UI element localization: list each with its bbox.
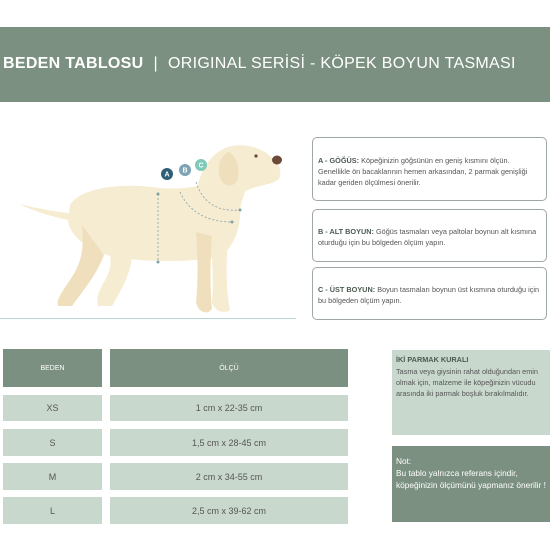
header-banner — [0, 27, 550, 102]
page-title — [3, 55, 516, 73]
note-title: Not: — [396, 456, 412, 466]
label-c: C — [198, 162, 204, 170]
table-cell-size: L — [3, 497, 102, 524]
table-cell-measure: 2,5 cm x 39-62 cm — [110, 497, 348, 524]
table-cell-size: M — [3, 463, 102, 490]
measure-label: C - ÜST BOYUN: — [318, 285, 376, 294]
measure-box-upper-neck — [312, 267, 547, 320]
two-finger-rule-box — [392, 350, 550, 435]
floor-line — [0, 318, 296, 319]
table-header-size: BEDEN — [3, 349, 102, 387]
measure-box-lower-neck — [312, 209, 547, 262]
rule-title: İKİ PARMAK KURALI — [396, 355, 469, 364]
label-circles — [161, 159, 207, 180]
dog-nose — [272, 156, 282, 165]
measure-box-chest — [312, 137, 547, 201]
measure-label: B - ALT BOYUN: — [318, 227, 374, 236]
table-cell-measure: 1,5 cm x 28-45 cm — [110, 429, 348, 456]
title-separator: | — [153, 55, 158, 72]
measure-label: A - GÖĞÜS: — [318, 156, 360, 165]
note-box — [392, 446, 550, 522]
label-a: A — [164, 171, 170, 179]
note-text: Bu tablo yalnızca referans içindir, köpeğinizin ölçümünü yapmanız önerilir ! — [396, 468, 546, 490]
table-cell-size: XS — [3, 395, 102, 421]
measure-text: Boyun tasmaları boynun üst kısmına oturduğu için bu bölgeden ölçüm yapın. — [318, 285, 540, 305]
table-header-measure: ÖLÇÜ — [110, 349, 348, 387]
title-bold: BEDEN TABLOSU — [3, 55, 144, 72]
table-cell-measure: 2 cm x 34-55 cm — [110, 463, 348, 490]
dog-eye — [254, 154, 257, 157]
measure-text: Göğüs tasmaları veya paltolar boynun alt kısmına oturduğu için bu bölgeden ölçüm yapın. — [318, 227, 537, 247]
measure-text: Köpeğinizin göğsünün en geniş kısmını ölçün. Genellikle ön bacaklarının hemen arkasından, 2 parmak genişliği kadar geriden ölçülmesi önerilir. — [318, 156, 528, 187]
label-b: B — [182, 167, 188, 175]
dog-illustration — [0, 118, 300, 323]
rule-text: Tasma veya giysinin rahat olduğundan emin olmak için, malzeme ile köpeğinizin vücudu arasında iki parmak boşluk bırakılmalıdır. — [396, 367, 538, 398]
dog-front-leg — [210, 232, 230, 312]
table-cell-size: S — [3, 429, 102, 456]
dog-front-leg-2 — [196, 232, 212, 312]
title-subtitle: ORIGINAL SERİSİ - KÖPEK BOYUN TASMASI — [167, 55, 516, 72]
table-cell-measure: 1 cm x 22-35 cm — [110, 395, 348, 421]
